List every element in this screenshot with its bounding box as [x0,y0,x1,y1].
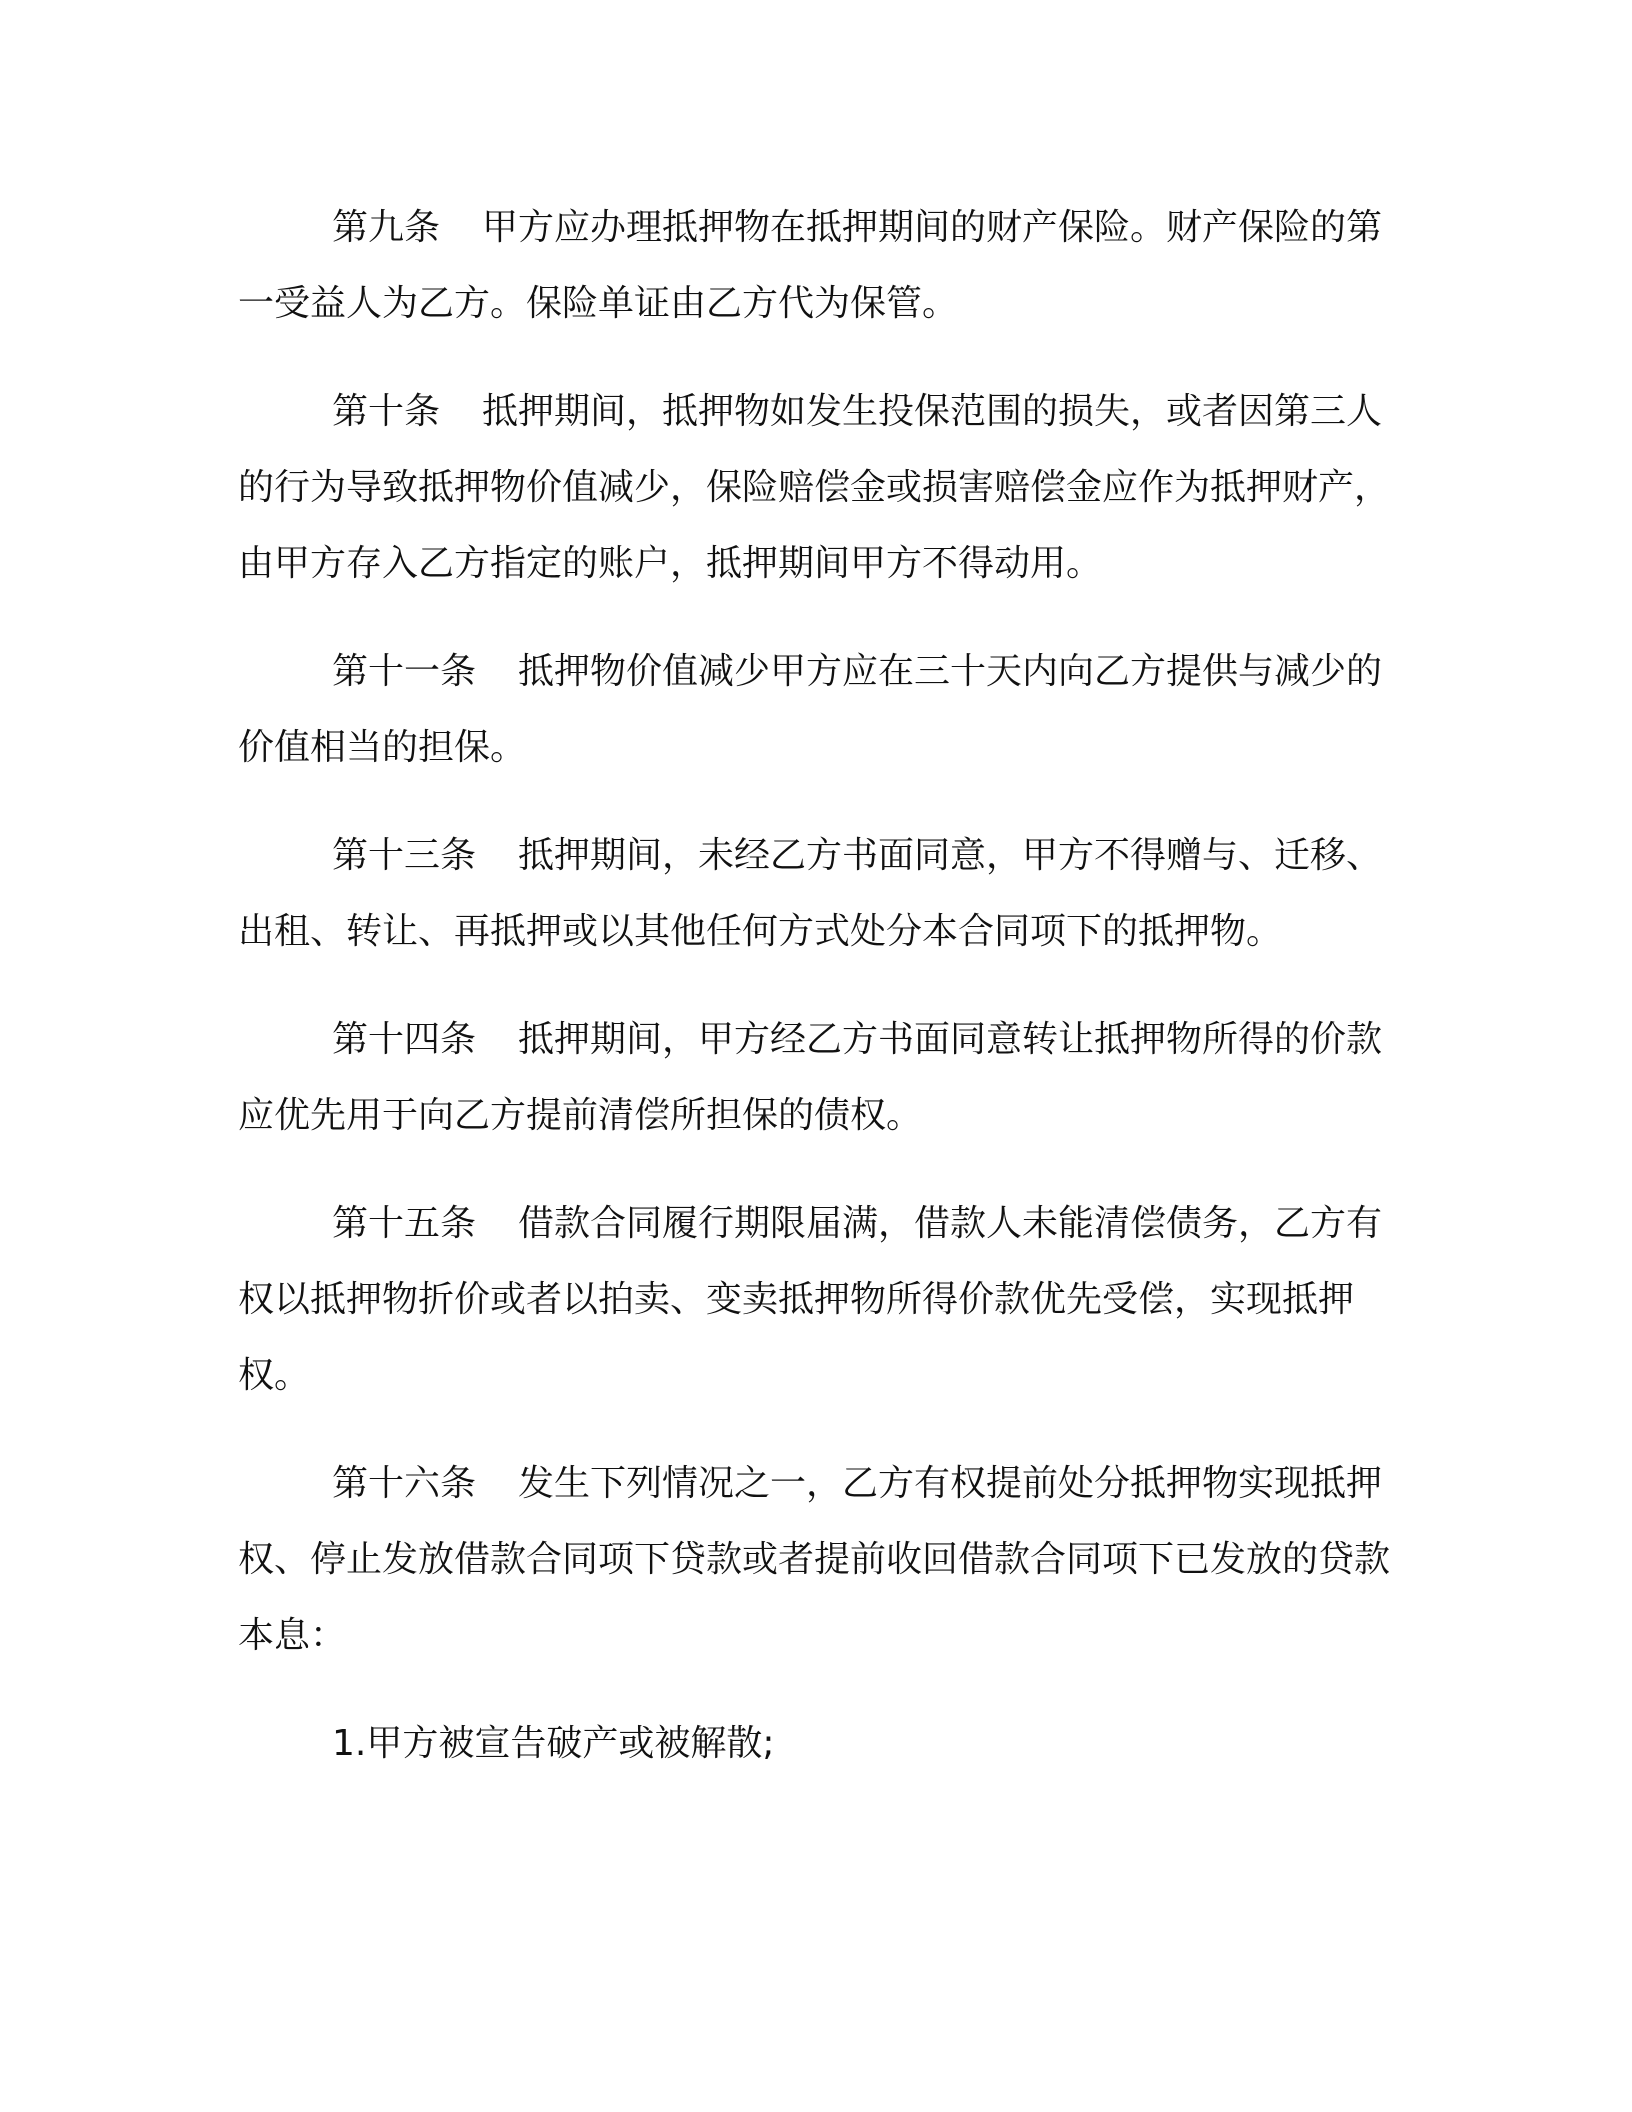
article-16-number: 第十六条 [332,1463,477,1504]
article-9-number: 第九条 [332,207,441,248]
article-14-paragraph [238,1002,1398,1154]
article-10-text: 抵押期间，抵押物如发生投保范围的损失，或者因第三人的行为导致抵押物价值减少，保险赔偿金或损害赔偿金应作为抵押财产，由甲方存入乙方指定的账户，抵押期间甲方不得动用。 [238,391,1391,584]
article-15-number: 第十五条 [332,1203,477,1244]
article-11-text: 抵押物价值减少甲方应在三十天内向乙方提供与减少的价值相当的担保。 [238,651,1383,768]
list-item-1: 1.甲方被宣告破产或被解散; [332,1723,775,1764]
document-page [238,190,1398,1782]
article-9-text: 甲方应办理抵押物在抵押期间的财产保险。财产保险的第一受益人为乙方。保险单证由乙方代为保管。 [238,207,1383,324]
article-10-number: 第十条 [332,391,441,432]
article-15-text: 借款合同履行期限届满，借款人未能清偿债务，乙方有权以抵押物折价或者以拍卖、变卖抵押物所得价款优先受偿，实现抵押权。 [238,1203,1383,1396]
article-14-text: 抵押期间，甲方经乙方书面同意转让抵押物所得的价款应优先用于向乙方提前清偿所担保的债权。 [238,1019,1383,1136]
article-10-paragraph [238,374,1398,602]
article-15-paragraph [238,1186,1398,1414]
article-11-number: 第十一条 [332,651,477,692]
article-14-number: 第十四条 [332,1019,477,1060]
article-16-text: 发生下列情况之一，乙方有权提前处分抵押物实现抵押权、停止发放借款合同项下贷款或者提前收回借款合同项下已发放的贷款本息： [238,1463,1391,1656]
article-9-paragraph [238,190,1398,342]
article-13-number: 第十三条 [332,835,477,876]
article-13-text: 抵押期间，未经乙方书面同意，甲方不得赠与、迁移、出租、转让、再抵押或以其他任何方式处分本合同项下的抵押物。 [238,835,1383,952]
article-11-paragraph [238,634,1398,786]
article-13-paragraph [238,818,1398,970]
article-16-paragraph [238,1446,1398,1674]
